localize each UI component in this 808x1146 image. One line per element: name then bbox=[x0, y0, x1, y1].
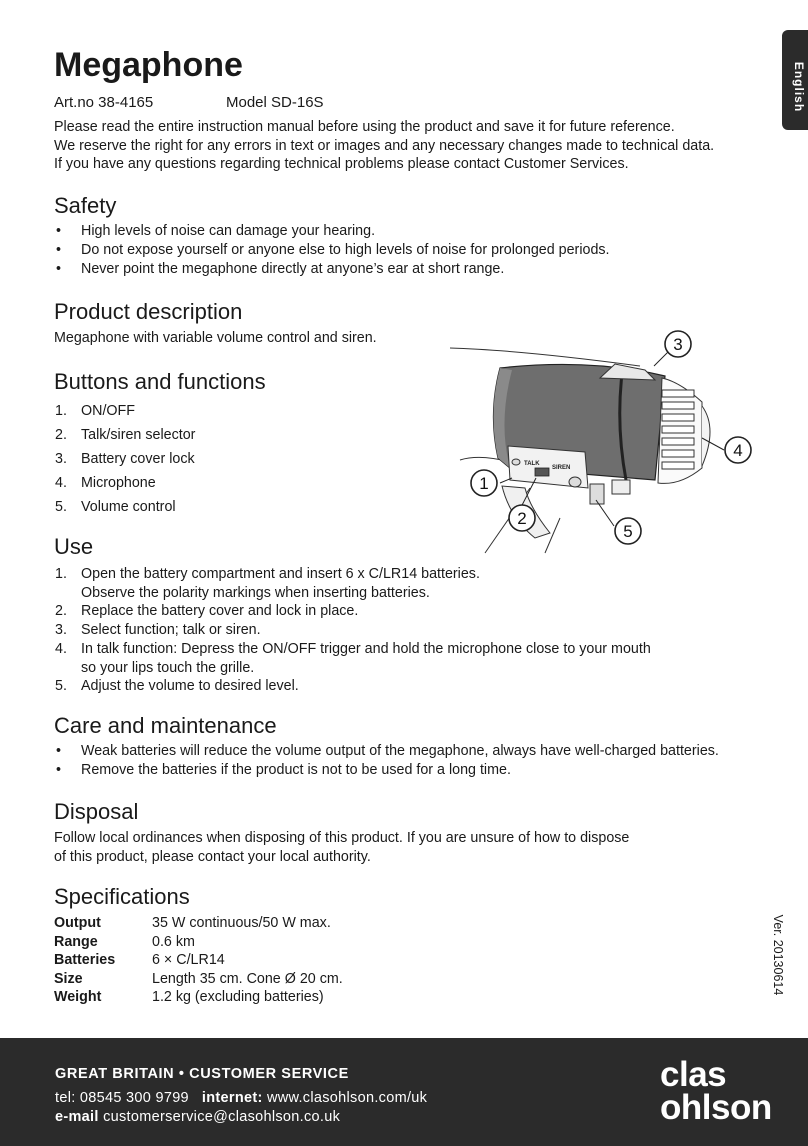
disposal-text: Follow local ordinances when disposing of this product. If you are unsure of how to dispose of this product, please contact your local authority. bbox=[54, 830, 630, 865]
list-item: • Never point the megaphone directly at anyone’s ear at short range. bbox=[54, 260, 610, 279]
buttons-list bbox=[54, 399, 195, 519]
footer-contact-line: tel: 08545 300 9799 internet: www.clasohlson.com/uk bbox=[55, 1090, 428, 1106]
list-item: 2. Replace the battery cover and lock in place. bbox=[55, 603, 359, 620]
footer-heading: GREAT BRITAIN • CUSTOMER SERVICE bbox=[55, 1066, 349, 1082]
callout-2-label: 2 bbox=[517, 509, 527, 528]
list-item: • High levels of noise can damage your hearing. bbox=[54, 222, 610, 241]
spec-row: Range 0.6 km bbox=[54, 933, 195, 950]
buttons-heading: Buttons and functions bbox=[54, 369, 266, 394]
talk-label: TALK bbox=[524, 461, 540, 467]
article-number: Art.no 38-4165 bbox=[54, 94, 154, 111]
talk-siren-switch[interactable] bbox=[535, 468, 549, 476]
callout-1-label: 1 bbox=[479, 474, 489, 493]
siren-label: SIREN bbox=[552, 465, 571, 471]
product-description-text: Megaphone with variable volume control and siren. bbox=[54, 330, 377, 346]
list-item: 3. Battery cover lock bbox=[55, 451, 195, 467]
version-label: Ver. 20130614 bbox=[771, 914, 785, 996]
website-link[interactable]: www.clasohlson.com/uk bbox=[266, 1090, 428, 1106]
intro-line: Please read the entire instruction manual before using the product and save it for future reference. bbox=[54, 119, 675, 135]
use-heading: Use bbox=[54, 534, 94, 559]
list-item: 5. Adjust the volume to desired level. bbox=[55, 678, 299, 695]
safety-heading: Safety bbox=[54, 193, 117, 218]
callout-3-label: 3 bbox=[673, 335, 683, 354]
intro-line: We reserve the right for any errors in text or images and any necessary changes made to technical data. bbox=[54, 137, 715, 154]
list-item: • Remove the batteries if the product is not to be used for a long time. bbox=[54, 761, 719, 780]
care-list bbox=[54, 742, 719, 780]
footer-email-line: e-mail customerservice@clasohlson.co.uk bbox=[55, 1109, 341, 1125]
footer bbox=[0, 1038, 808, 1146]
specifications-table bbox=[54, 914, 343, 1007]
spec-row: Output 35 W continuous/50 W max. bbox=[54, 915, 331, 931]
product-description-heading: Product description bbox=[54, 299, 243, 324]
list-item: 4. Microphone bbox=[55, 475, 156, 491]
specifications-heading: Specifications bbox=[54, 884, 190, 909]
model-number: Model SD-16S bbox=[226, 94, 324, 111]
language-label: English bbox=[792, 61, 806, 113]
callout-5-label: 5 bbox=[623, 522, 633, 541]
phone-number[interactable]: 08545 300 9799 bbox=[79, 1090, 189, 1106]
list-item: 3. Select function; talk or siren. bbox=[55, 622, 261, 639]
list-item: 4. In talk function: Depress the ON/OFF trigger and hold the microphone close to your mouth so your lips touch the grille. bbox=[55, 640, 651, 676]
list-item: 1. ON/OFF bbox=[55, 403, 136, 419]
disposal-heading: Disposal bbox=[54, 799, 139, 824]
intro-line: If you have any questions regarding technical problems please contact Customer Services. bbox=[54, 156, 629, 172]
use-steps bbox=[54, 565, 651, 696]
spec-row: Weight 1.2 kg (excluding batteries) bbox=[54, 989, 324, 1005]
language-tab bbox=[782, 30, 808, 130]
list-item: • Do not expose yourself or anyone else to high levels of noise for prolonged periods. bbox=[54, 241, 610, 260]
intro-paragraph bbox=[54, 118, 774, 174]
brand-logo: clas ohlson bbox=[660, 1055, 772, 1127]
list-item: 1. Open the battery compartment and insert 6 x C/LR14 batteries. Observe the polarity markings when inserting batteries. bbox=[55, 566, 480, 601]
list-item: 5. Volume control bbox=[55, 499, 176, 515]
list-item: • Weak batteries will reduce the volume output of the megaphone, always have well-charged batteries. bbox=[54, 742, 719, 761]
callout-4-label: 4 bbox=[733, 441, 743, 460]
email-link[interactable]: customerservice@clasohlson.co.uk bbox=[103, 1109, 341, 1125]
care-heading: Care and maintenance bbox=[54, 713, 277, 738]
spec-row: Batteries 6 × C/LR14 bbox=[54, 952, 225, 968]
page-title: Megaphone bbox=[54, 46, 243, 84]
spec-row: Size Length 35 cm. Cone Ø 20 cm. bbox=[54, 970, 343, 987]
megaphone-illustration bbox=[440, 328, 760, 558]
list-item: 2. Talk/siren selector bbox=[55, 427, 196, 443]
safety-list bbox=[54, 222, 610, 279]
